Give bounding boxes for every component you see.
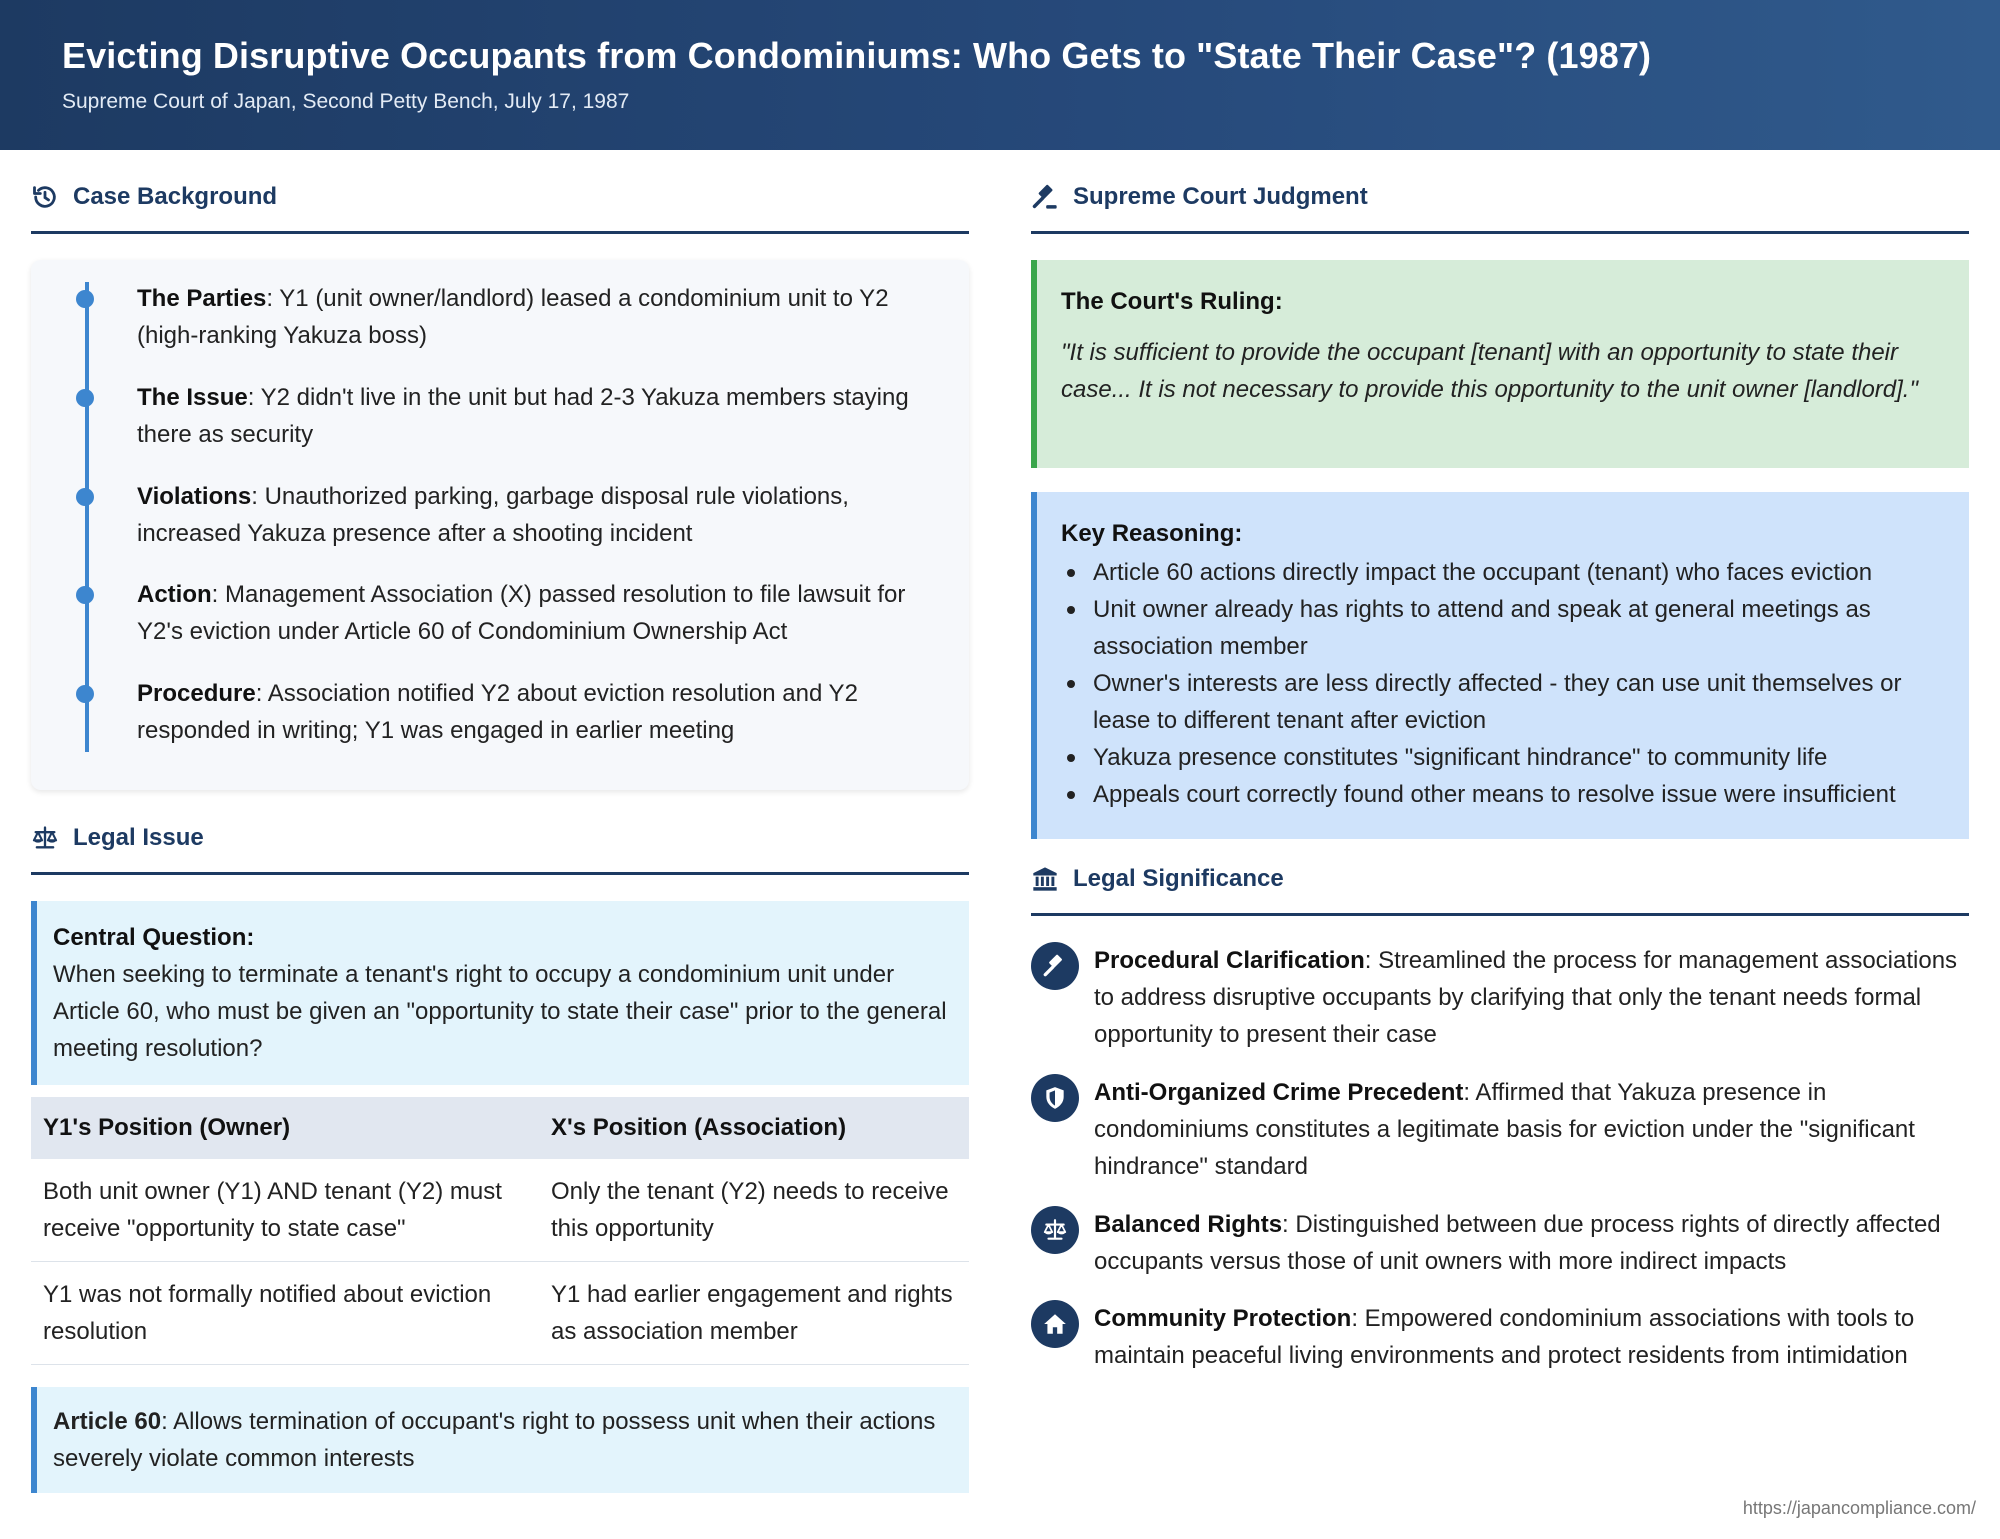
page-subtitle: Supreme Court of Japan, Second Petty Bench, July 17, 1987: [62, 90, 630, 113]
timeline-dot: [76, 685, 94, 703]
section-title: Case Background: [73, 182, 278, 210]
ruling-label: The Court's Ruling:: [1061, 288, 1283, 315]
significance-text: [1094, 1300, 1974, 1374]
timeline-item-label: The Parties: [137, 285, 267, 312]
timeline-item-text: : Y2 didn't live in the unit but had 2-3 Yakuza members staying there as security: [137, 384, 909, 448]
section-title: Legal Issue: [73, 823, 204, 851]
significance-desc: : Distinguished between due process rights of directly affected occupants versus those of unit owners with more indirect impacts: [1094, 1211, 1941, 1275]
list-item: Unit owner already has rights to attend and speak at general meetings as association member: [1061, 591, 1949, 665]
icon-circle: [1031, 1206, 1079, 1254]
institution-icon: [1031, 865, 1059, 893]
page-header: [0, 0, 2000, 150]
table-cell: Y1 was not formally notified about eviction resolution: [31, 1262, 539, 1365]
significance-text: [1094, 1206, 1974, 1280]
section-title: Supreme Court Judgment: [1073, 182, 1368, 210]
section-header-significance: [1031, 832, 1969, 916]
significance-text: [1094, 942, 1974, 1053]
timeline-item-label: The Issue: [137, 384, 248, 411]
table-header-row: [31, 1097, 969, 1159]
article-text: : Allows termination of occupant's right to possess unit when their actions severely violate common interests: [53, 1408, 936, 1472]
scale-icon: [31, 824, 59, 852]
page-title: Evicting Disruptive Occupants from Condominiums: Who Gets to "State Their Case"? (1987): [62, 35, 1652, 76]
table-row: [31, 1159, 969, 1262]
significance-label: Community Protection: [1094, 1305, 1352, 1332]
gavel-icon: [1031, 183, 1059, 211]
ruling-quote: "It is sufficient to provide the occupant [tenant] with an opportunity to state their case... It is not necessary to provide this opportunity to the unit owner [landlord].": [1061, 339, 1918, 403]
timeline-dot: [76, 389, 94, 407]
article-60-box: [31, 1387, 969, 1493]
reasoning-list: [1061, 554, 1949, 813]
list-item: Owner's interests are less directly affected - they can use unit themselves or lease to different tenant after eviction: [1061, 665, 1949, 739]
significance-desc: : Streamlined the process for management associations to address disruptive occupants by clarifying that only the tenant needs formal opportunity to present their case: [1094, 947, 1958, 1048]
timeline-item: [137, 280, 937, 354]
section-header-legal-issue: [31, 791, 969, 875]
timeline-card: [31, 260, 969, 790]
timeline-item: [137, 478, 937, 552]
court-ruling-box: [1031, 260, 1969, 468]
question-label: Central Question:: [53, 924, 255, 951]
significance-label: Anti-Organized Crime Precedent: [1094, 1079, 1464, 1106]
timeline-item-text: : Association notified Y2 about eviction resolution and Y2 responded in writing; Y1 was engaged in earlier meeting: [137, 680, 858, 744]
icon-circle: [1031, 942, 1079, 990]
gavel-icon: [1042, 953, 1068, 979]
section-header-background: [31, 150, 969, 234]
list-item: Yakuza presence constitutes "significant hindrance" to community life: [1061, 739, 1949, 776]
timeline-dot: [76, 488, 94, 506]
shield-icon: [1042, 1085, 1068, 1111]
significance-desc: : Affirmed that Yakuza presence in condominiums constitutes a legitimate basis for eviction under the "significant hindrance" standard: [1094, 1079, 1915, 1180]
significance-label: Procedural Clarification: [1094, 947, 1365, 974]
table-cell: Y1 had earlier engagement and rights as association member: [539, 1262, 969, 1365]
key-reasoning-box: [1031, 492, 1969, 839]
positions-table: [31, 1097, 969, 1365]
reasoning-label: Key Reasoning:: [1061, 520, 1243, 547]
list-item: Article 60 actions directly impact the occupant (tenant) who faces eviction: [1061, 554, 1949, 591]
timeline-item-label: Violations: [137, 483, 252, 510]
timeline-item: [137, 379, 937, 453]
icon-circle: [1031, 1300, 1079, 1348]
central-question-box: [31, 901, 969, 1085]
timeline-dot: [76, 290, 94, 308]
article-label: Article 60: [53, 1408, 162, 1435]
column-header: Y1's Position (Owner): [31, 1097, 539, 1159]
icon-circle: [1031, 1074, 1079, 1122]
timeline-item-text: : Y1 (unit owner/landlord) leased a condominium unit to Y2 (high-ranking Yakuza boss): [137, 285, 889, 349]
home-icon: [1042, 1311, 1068, 1337]
section-header-judgment: [1031, 150, 1969, 234]
significance-text: [1094, 1074, 1974, 1185]
timeline-item-text: : Management Association (X) passed resolution to file lawsuit for Y2's eviction under Article 60 of Condominium Ownership Act: [137, 581, 906, 645]
timeline-item-label: Procedure: [137, 680, 256, 707]
list-item: Appeals court correctly found other means to resolve issue were insufficient: [1061, 776, 1949, 813]
timeline-dot: [76, 586, 94, 604]
timeline-line: [85, 282, 89, 752]
question-text: When seeking to terminate a tenant's right to occupy a condominium unit under Article 60, who must be given an "opportunity to state their case" prior to the general meeting resolution?: [53, 961, 947, 1062]
timeline-item-text: : Unauthorized parking, garbage disposal rule violations, increased Yakuza presence after a shooting incident: [137, 483, 849, 547]
table-cell: Both unit owner (Y1) AND tenant (Y2) must receive "opportunity to state case": [31, 1159, 539, 1262]
significance-label: Balanced Rights: [1094, 1211, 1283, 1238]
column-header: X's Position (Association): [539, 1097, 969, 1159]
significance-desc: : Empowered condominium associations with tools to maintain peaceful living environments and protect residents from intimidation: [1094, 1305, 1915, 1369]
scale-icon: [1042, 1217, 1068, 1243]
timeline-item-label: Action: [137, 581, 212, 608]
timeline-item: [137, 675, 937, 749]
footer-url: https://japancompliance.com/: [1742, 1498, 1976, 1518]
table-row: [31, 1262, 969, 1365]
history-icon: [31, 183, 59, 211]
timeline-item: [137, 576, 937, 650]
section-title: Legal Significance: [1073, 864, 1284, 892]
table-cell: Only the tenant (Y2) needs to receive this opportunity: [539, 1159, 969, 1262]
